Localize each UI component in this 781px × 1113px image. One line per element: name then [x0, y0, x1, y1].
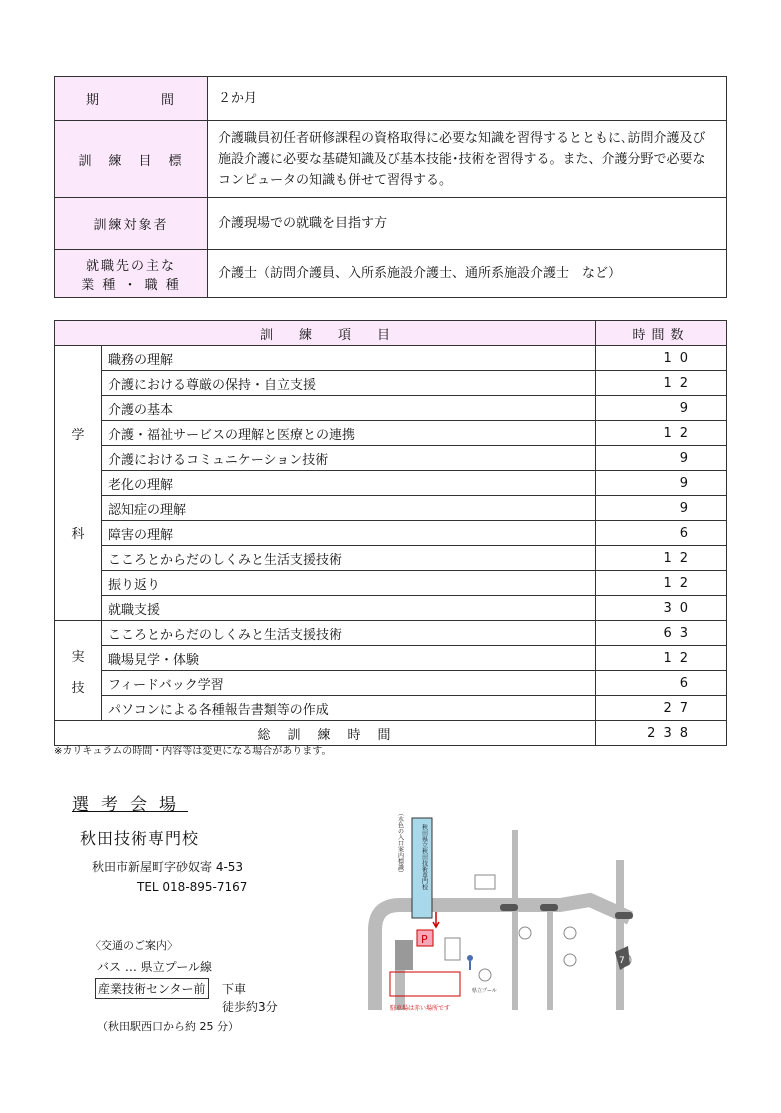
- item-name: 介護・福祉サービスの理解と医療との連携: [102, 421, 596, 446]
- item-hours: 9: [596, 471, 727, 496]
- table-row: [55, 546, 727, 571]
- landmark-icon: [519, 927, 531, 939]
- job-label: [55, 250, 208, 298]
- map-parking-note: 駐車場は赤い場所です: [390, 1005, 451, 1012]
- academic-category-char1: 学: [71, 428, 85, 443]
- item-hours: 12: [596, 646, 727, 671]
- training-items-table: [54, 320, 727, 746]
- table-row: [55, 471, 727, 496]
- pool-icon: [479, 969, 491, 981]
- from-station: （秋田駅西口から約 25 分）: [97, 1020, 239, 1033]
- item-hours: 9: [596, 396, 727, 421]
- target-label: 訓練対象者: [55, 198, 208, 250]
- item-name: 認知症の理解: [102, 496, 596, 521]
- get-off: 下車: [222, 982, 247, 996]
- venue-heading: 選考会場: [72, 795, 188, 815]
- item-hours: 6: [596, 521, 727, 546]
- practical-category: [55, 621, 102, 721]
- item-hours: 9: [596, 496, 727, 521]
- course-info-table: [54, 76, 727, 298]
- item-name: 職務の理解: [102, 346, 596, 371]
- target-value: 介護現場での就職を目指す方: [208, 198, 727, 250]
- academic-category: [55, 346, 102, 621]
- period-label: 期 間: [55, 77, 208, 121]
- period-value: ２か月: [208, 77, 727, 121]
- item-name: 就職支援: [102, 596, 596, 621]
- total-hours: 238: [596, 721, 727, 746]
- item-name: 障害の理解: [102, 521, 596, 546]
- table-row: [55, 371, 727, 396]
- item-hours: 12: [596, 546, 727, 571]
- item-name: パソコンによる各種報告書類等の作成: [102, 696, 596, 721]
- map-entrance-note: （水色の入口案内標識）: [396, 810, 404, 876]
- practical-category-char1: 実: [71, 649, 85, 665]
- item-hours: 9: [596, 446, 727, 471]
- item-hours: 12: [596, 421, 727, 446]
- building-outline-icon: [475, 875, 495, 889]
- practical-section: [55, 621, 727, 721]
- item-name: 職場見学・体験: [102, 646, 596, 671]
- school-name: 秋田技術専門校: [80, 829, 200, 848]
- item-name: 振り返り: [102, 571, 596, 596]
- map-route-number: 7: [619, 956, 625, 966]
- item-name: 介護におけるコミュニケーション技術: [102, 446, 596, 471]
- item-hours: 10: [596, 346, 727, 371]
- goal-value: 介護職員初任者研修課程の資格取得に必要な知識を習得するとともに､訪問介護及び施設介護に必要な基礎知識及び基本技能･技術を習得する。また、介護分野で必要なコンピュータの知識も併せて習得する。: [208, 121, 727, 198]
- item-hours: 63: [596, 621, 727, 646]
- curriculum-note: ※カリキュラムの時間・内容等は変更になる場合があります。: [54, 746, 332, 757]
- traffic-light-icon: [540, 904, 558, 911]
- job-value: 介護士（訪問介護員、入所系施設介護士、通所系施設介護士 など）: [208, 250, 727, 298]
- total-label: 総 訓 練 時 間: [55, 721, 596, 746]
- item-hours: 6: [596, 671, 727, 696]
- bus-stop: 産業技術センター前: [95, 978, 209, 999]
- header-item: 訓 練 項 目: [55, 321, 596, 346]
- goal-label: 訓 練 目 標: [55, 121, 208, 198]
- table-row: [55, 671, 727, 696]
- access-heading: 〈交通のご案内〉: [90, 939, 178, 952]
- table-row: [55, 696, 727, 721]
- table-row: [55, 496, 727, 521]
- map-school-label: 秋田県立秋田技術専門校: [420, 824, 428, 890]
- item-name: こころとからだのしくみと生活支援技術: [102, 621, 596, 646]
- traffic-light-icon: [500, 904, 518, 911]
- landmark-icon: [564, 954, 576, 966]
- table-row: [55, 596, 727, 621]
- practical-category-char2: 技: [71, 680, 85, 696]
- access-map: [360, 800, 650, 1030]
- academic-section: [55, 346, 727, 621]
- item-name: 介護の基本: [102, 396, 596, 421]
- job-label-line1: 就職先の主な: [85, 258, 176, 274]
- item-name: フィードバック学習: [102, 671, 596, 696]
- table-row: [55, 646, 727, 671]
- landmark-icon: [564, 927, 576, 939]
- item-hours: 12: [596, 371, 727, 396]
- table-row: [55, 571, 727, 596]
- item-hours: 30: [596, 596, 727, 621]
- map-pool-label: 県立プール: [472, 988, 497, 994]
- pedestrian-icon: [467, 955, 473, 961]
- item-name: こころとからだのしくみと生活支援技術: [102, 546, 596, 571]
- bus-line: バス … 県立プール線: [97, 960, 213, 974]
- table-row: [55, 396, 727, 421]
- building-outline-icon: [445, 938, 460, 960]
- header-hours: 時間数: [596, 321, 727, 346]
- traffic-light-icon: [615, 912, 633, 919]
- item-name: 老化の理解: [102, 471, 596, 496]
- item-name: 介護における尊厳の保持・自立支援: [102, 371, 596, 396]
- academic-category-char2: 科: [71, 527, 85, 542]
- table-row: [55, 521, 727, 546]
- table-row: [55, 346, 727, 371]
- table-row: [55, 446, 727, 471]
- item-hours: 12: [596, 571, 727, 596]
- table-row: [55, 621, 727, 646]
- item-hours: 27: [596, 696, 727, 721]
- table-row: [55, 421, 727, 446]
- map-parking-mark: P: [421, 933, 428, 946]
- school-tel: TEL 018-895-7167: [137, 880, 248, 894]
- school-address: 秋田市新屋町字砂奴寄 4-53: [92, 860, 244, 874]
- building-grey-icon: [395, 940, 413, 970]
- job-label-line2: 業 種 ・ 職 種: [81, 277, 181, 293]
- walk-time: 徒歩約3分: [222, 1000, 278, 1014]
